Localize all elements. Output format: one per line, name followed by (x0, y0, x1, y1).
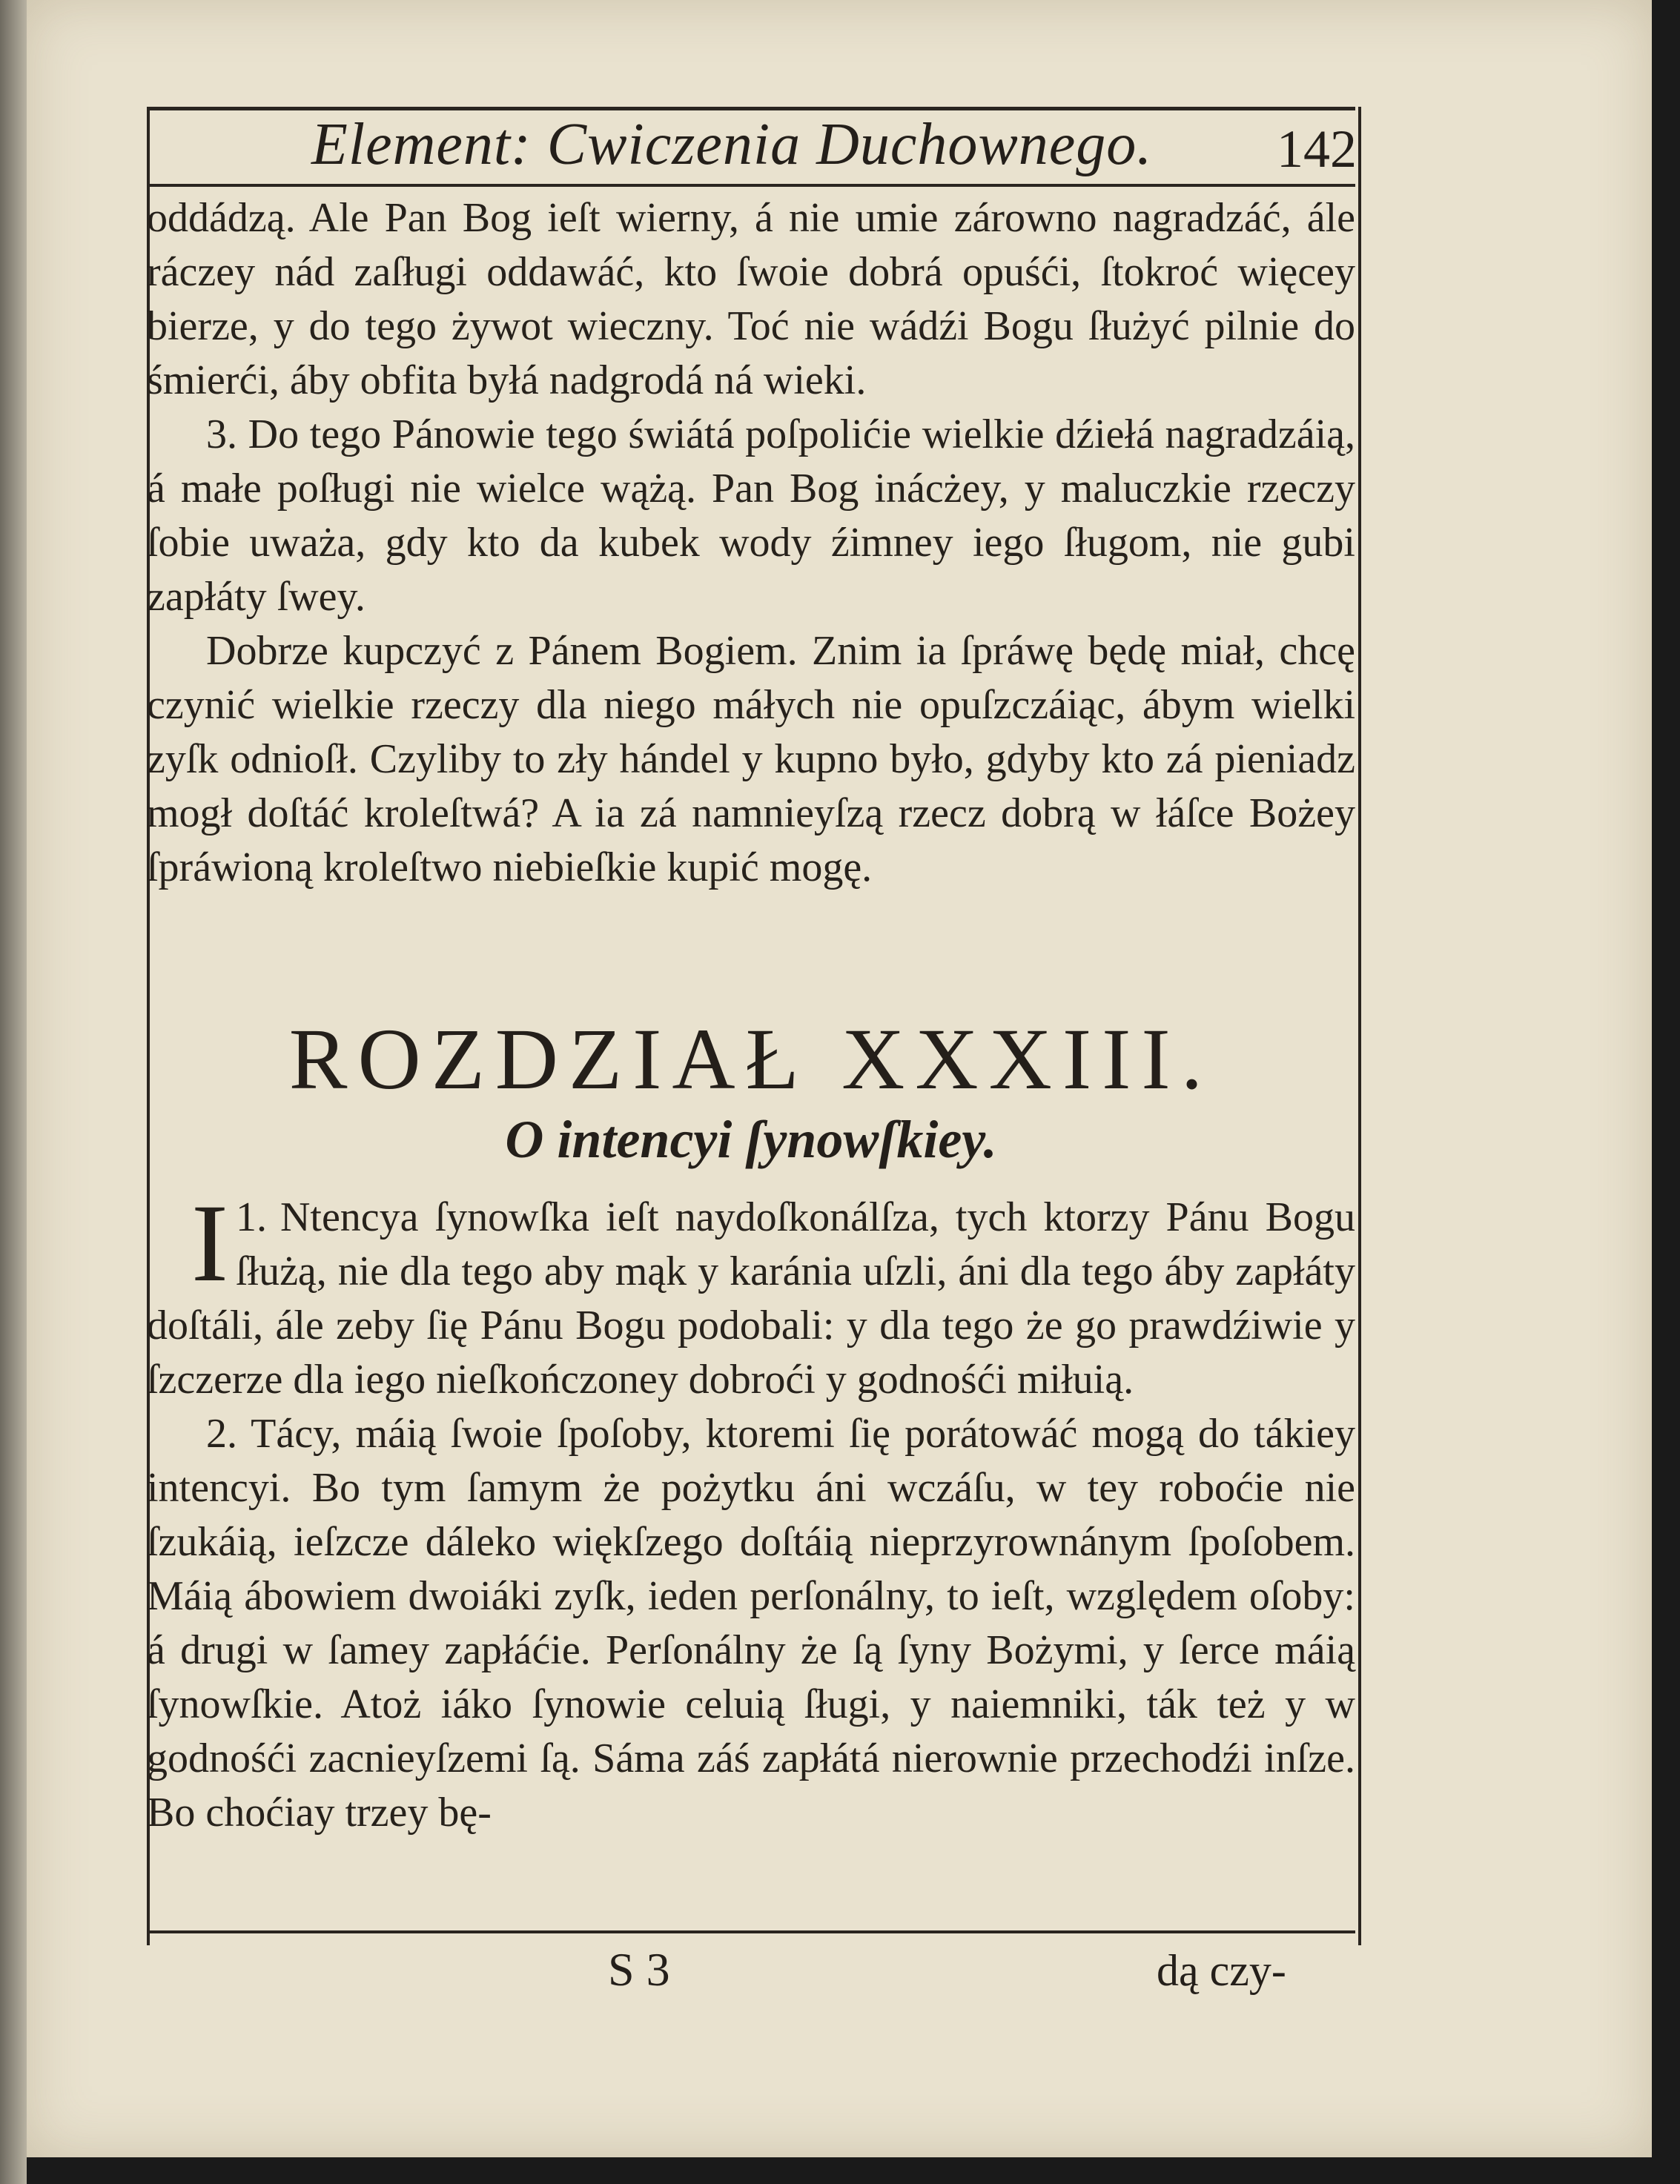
paragraph-trade: Dobrze kupczyć z Pánem Bogiem. Znim ia ſpráwę będę miał, chcę czynić wielkie rzeczy dla niego máłych nie opuſzczáiąc, ábym wielki zyſk odnioſł. Czyliby to zły hándel y kupno było, gdyby kto zá pieniadz mogł doſtáć kroleſtwá? A ia zá namnieyſzą rzecz dobrą w łáſce Bożey ſpráwioną kroleſtwo niebieſkie kupić mogę. (147, 628, 1355, 890)
header-rule-bottom (147, 184, 1355, 187)
paragraph-1 (147, 1182, 1355, 1407)
page-number: 142 (1277, 119, 1357, 179)
drop-cap: I (191, 1182, 228, 1305)
chapter-subtitle: O intencyi ſynowſkiey. (505, 1110, 997, 1169)
footer-rule (147, 1930, 1355, 1933)
text-block-1 (147, 191, 1355, 895)
paragraph-continuation: oddádzą. Ale Pan Bog ieſt wierny, á nie umie zárowno nagradzáć, ále ráczey nád zaſługi oddawáć, kto ſwoie dobrá opuśći, ſtokroć więcey bierze, y do tego żywot wieczny. Toć nie wádźi Bogu ſłużyć pilnie do śmierći, áby obfita byłá nadgrodá ná wieki. (147, 195, 1355, 403)
paragraph-1-text: Ntencya ſynowſka ieſt naydoſkonálſza, tych ktorzy Pánu Bogu ſłużą, nie dla tego aby mąk y karánia uſzli, áni dla tego áby zapłáty doſtáli, ále zeby ſię Pánu Bogu podobali: y dla tego że go prawdźiwie y ſzczerze dla iego nieſkończoney dobroći y godnośći miłuią. (147, 1194, 1355, 1403)
paragraph-number: 1. (235, 1194, 267, 1240)
text-block-2 (147, 1182, 1355, 1840)
signature-mark: S 3 (608, 1943, 670, 1996)
chapter-title: ROZDZIAŁ XXXIII. (288, 1010, 1214, 1108)
catchword: dą czy- (1157, 1946, 1286, 1995)
header-rule-top (147, 107, 1355, 110)
paragraph-2: 2. Tácy, máią ſwoie ſpoſoby, ktoremi ſię porátowáć mogą do tákiey intencyi. Bo tym ſamym że pożytku áni wczáſu, w tey roboćie nie ſzukáią, ieſzcze dáleko więkſzego doſtáią nieprzyrownánym ſpoſobem. Máią ábowiem dwoiáki zyſk, ieden perſonálny, to ieſt, względem oſoby: á drugi w ſamey zapłáćie. Perſonálny że ſą ſyny Bożymi, y ſerce máią ſynowſkie. Atoż iáko ſynowie celuią ſługi, y naiemniki, ták też y w godnośći zacnieyſzemi ſą. Sáma záś zapłátá nierownie przechodźi inſze. Bo choćiay trzey bę- (147, 1411, 1355, 1836)
running-head: Element: Cwiczenia Duchownego. (311, 112, 1153, 177)
book-spine (0, 0, 27, 2184)
paragraph-3: 3. Do tego Pánowie tego świátá poſpolićie wielkie dźiełá nagradzáią, á małe poſługi nie wielce wążą. Pan Bog inácżey, y maluczkie rzeczy ſobie uważa, gdy kto da kubek wody źimney iego ſługom, nie gubi zapłáty ſwey. (147, 411, 1355, 620)
